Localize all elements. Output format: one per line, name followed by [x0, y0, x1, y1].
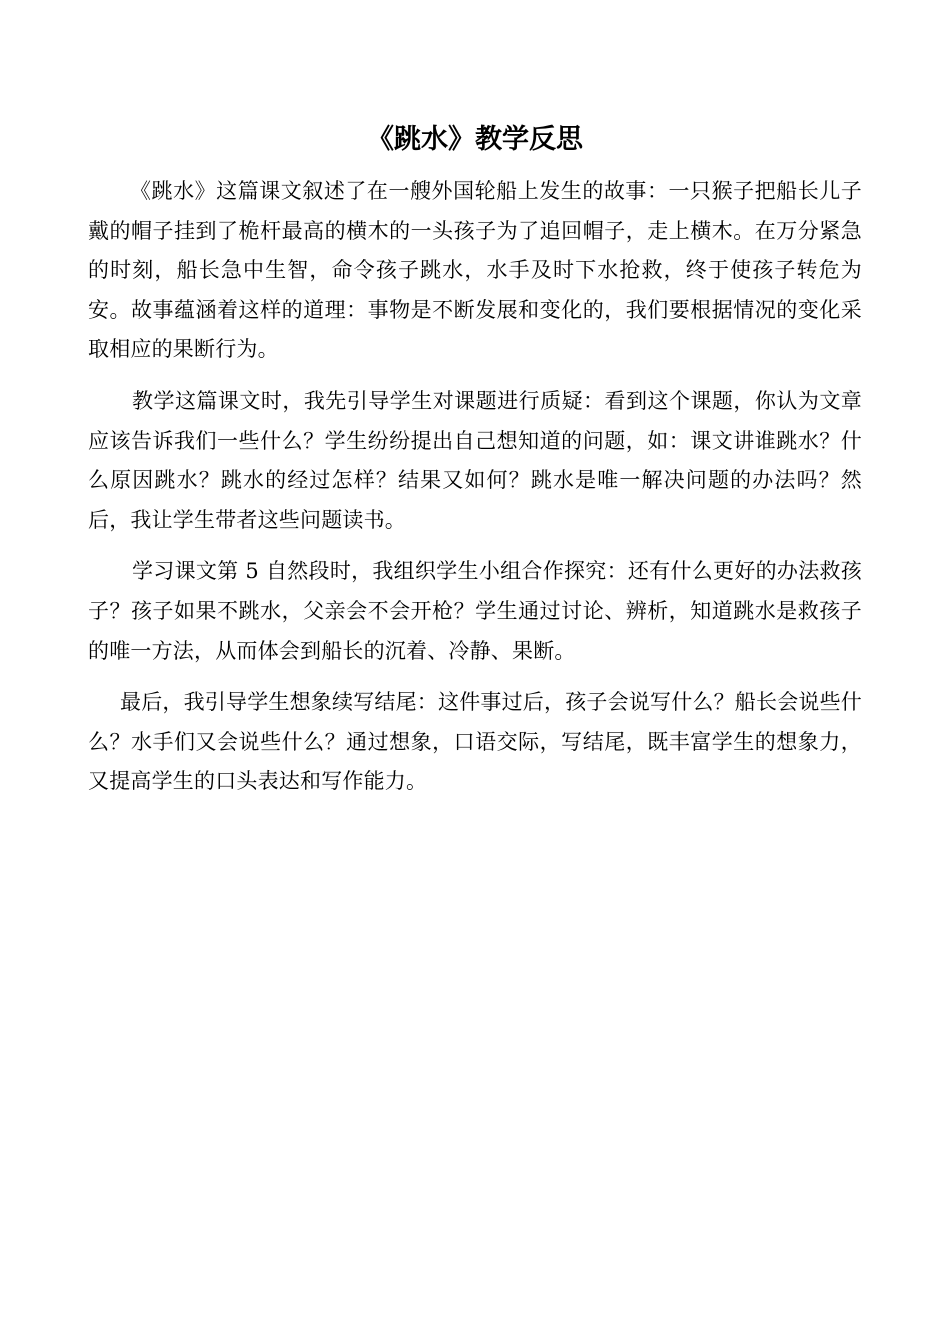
- document-body: [88, 172, 862, 802]
- paragraph-group-inquiry: 学习课文第 5 自然段时，我组织学生小组合作探究：还有什么更好的办法救孩子？孩子如果不跳水，父亲会不会开枪？学生通过讨论、辨析，知道跳水是救孩子的唯一方法，从而体会到船长的沉着、冷静、果断。: [88, 559, 862, 663]
- paragraph-ending-writing: 最后，我引导学生想象续写结尾：这件事过后，孩子会说写什么？船长会说些什么？水手们又会说些什么？通过想象，口语交际，写结尾，既丰富学生的想象力，又提高学生的口头表达和写作能力。: [88, 690, 862, 794]
- paragraph-questioning: 教学这篇课文时，我先引导学生对课题进行质疑：看到这个课题，你认为文章应该告诉我们一些什么？学生纷纷提出自己想知道的问题，如：课文讲谁跳水？什么原因跳水？跳水的经过怎样？结果又如何？跳水是唯一解决问题的办法吗？然后，我让学生带者这些问题读书。: [88, 388, 862, 532]
- page-title: 《跳水》教学反思: [367, 124, 583, 155]
- paragraph-story-summary: 《跳水》这篇课文叙述了在一艘外国轮船上发生的故事：一只猴子把船长儿子戴的帽子挂到了桅杆最高的横木的一头孩子为了追回帽子，走上横木。在万分紧急的时刻，船长急中生智，命令孩子跳水，水手及时下水抢救，终于使孩子转危为安。故事蕴涵着这样的道理：事物是不断发展和变化的，我们要根据情况的变化采取相应的果断行为。: [88, 179, 862, 362]
